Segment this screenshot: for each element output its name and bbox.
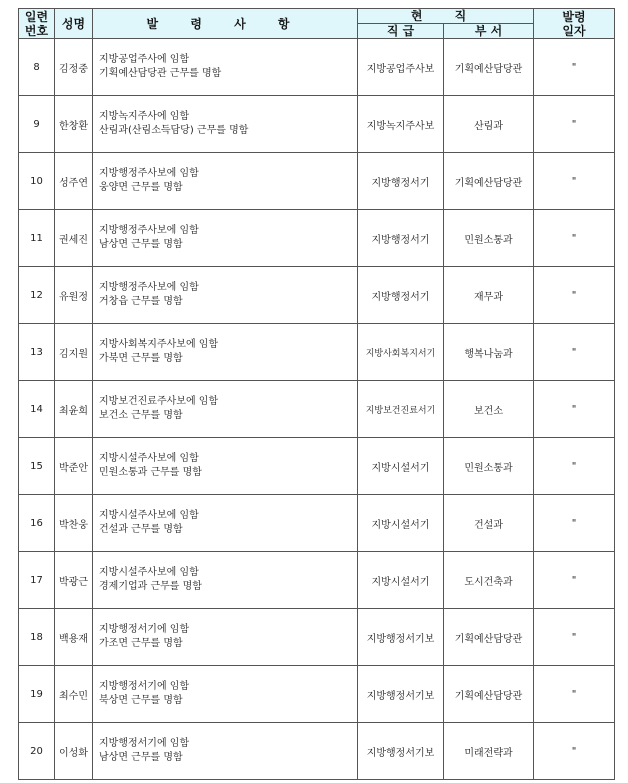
appointment-table: [18, 8, 615, 780]
row-number: 18: [19, 609, 55, 666]
serial-header-line1: 일련: [24, 9, 49, 24]
rank-header: 직 급: [358, 24, 444, 39]
date-header: [534, 9, 615, 39]
name-header: 성명: [55, 9, 93, 39]
details-line1: 지방시설주사보에 임함: [99, 567, 199, 578]
row-name: 최수민: [55, 666, 93, 723]
details-line2: 민원소통과 근무를 명함: [99, 467, 202, 478]
details-line1: 지방행정주사보에 임함: [99, 225, 199, 236]
row-number: 15: [19, 438, 55, 495]
details-line1: 지방공업주사에 임함: [99, 54, 190, 65]
details-line2: 경제기업과 근무를 명함: [99, 581, 202, 592]
table-row: [19, 267, 615, 324]
row-dept: 건설과: [444, 495, 534, 552]
table-row: [19, 96, 615, 153]
row-details: [93, 495, 358, 552]
row-name: 이성화: [55, 723, 93, 780]
row-date: ": [534, 609, 615, 666]
row-number: 10: [19, 153, 55, 210]
details-line1: 지방행정주사보에 임함: [99, 168, 199, 179]
row-name: 박찬웅: [55, 495, 93, 552]
row-dept: 보건소: [444, 381, 534, 438]
row-rank: 지방공업주사보: [358, 39, 444, 96]
row-name: 박광근: [55, 552, 93, 609]
row-date: ": [534, 552, 615, 609]
details-line1: 지방보건진료주사보에 임함: [99, 396, 219, 407]
row-rank: 지방시설서기: [358, 552, 444, 609]
table-row: [19, 210, 615, 267]
row-details: [93, 210, 358, 267]
row-number: 8: [19, 39, 55, 96]
details-line2: 건설과 근무를 명함: [99, 524, 183, 535]
row-name: 유원정: [55, 267, 93, 324]
row-name: 김정중: [55, 39, 93, 96]
table-row: [19, 495, 615, 552]
row-number: 19: [19, 666, 55, 723]
row-rank: 지방녹지주사보: [358, 96, 444, 153]
row-name: 권세진: [55, 210, 93, 267]
row-name: 한창환: [55, 96, 93, 153]
row-dept: 기획예산담당관: [444, 609, 534, 666]
details-line1: 지방녹지주사에 임함: [99, 111, 190, 122]
row-date: ": [534, 210, 615, 267]
details-line2: 북상면 근무를 명함: [99, 695, 183, 706]
row-dept: 도시건축과: [444, 552, 534, 609]
row-date: ": [534, 153, 615, 210]
row-rank: 지방보건진료서기: [358, 381, 444, 438]
row-name: 최윤희: [55, 381, 93, 438]
row-number: 20: [19, 723, 55, 780]
row-details: [93, 609, 358, 666]
row-date: ": [534, 267, 615, 324]
row-date: ": [534, 723, 615, 780]
row-dept: 민원소통과: [444, 210, 534, 267]
details-line1: 지방시설주사보에 임함: [99, 453, 199, 464]
row-dept: 기획예산담당관: [444, 666, 534, 723]
row-number: 12: [19, 267, 55, 324]
details-line1: 지방행정서기에 임함: [99, 738, 190, 749]
table-row: [19, 153, 615, 210]
row-details: [93, 723, 358, 780]
details-line1: 지방사회복지주사보에 임함: [99, 339, 219, 350]
row-details: [93, 438, 358, 495]
table-row: [19, 39, 615, 96]
row-rank: 지방행정서기보: [358, 723, 444, 780]
details-line2: 웅양면 근무를 명함: [99, 182, 183, 193]
row-rank: 지방행정서기보: [358, 609, 444, 666]
row-rank: 지방시설서기: [358, 495, 444, 552]
row-number: 9: [19, 96, 55, 153]
details-line2: 가조면 근무를 명함: [99, 638, 183, 649]
row-rank: 지방행정서기: [358, 153, 444, 210]
row-dept: 민원소통과: [444, 438, 534, 495]
details-line2: 산림과(산림소득담당) 근무를 명함: [99, 125, 249, 136]
row-dept: 행복나눔과: [444, 324, 534, 381]
row-dept: 기획예산담당관: [444, 153, 534, 210]
row-dept: 기획예산담당관: [444, 39, 534, 96]
current-post-header: 현 직: [358, 9, 534, 24]
row-date: ": [534, 666, 615, 723]
details-line1: 지방행정서기에 임함: [99, 681, 190, 692]
table-row: [19, 666, 615, 723]
details-line2: 거창읍 근무를 명함: [99, 296, 183, 307]
table-row: [19, 609, 615, 666]
row-name: 백용재: [55, 609, 93, 666]
table-body: [19, 39, 615, 780]
date-header-line1: 발령: [562, 9, 586, 24]
row-details: [93, 153, 358, 210]
serial-header: [19, 9, 55, 39]
row-number: 16: [19, 495, 55, 552]
details-line1: 지방시설주사보에 임함: [99, 510, 199, 521]
row-date: ": [534, 495, 615, 552]
table-header: [19, 9, 615, 39]
row-details: [93, 39, 358, 96]
serial-header-line2: 번호: [24, 23, 49, 38]
row-details: [93, 552, 358, 609]
details-line2: 기획예산담당관 근무를 명함: [99, 68, 222, 79]
row-date: ": [534, 438, 615, 495]
row-date: ": [534, 381, 615, 438]
details-line2: 보건소 근무를 명함: [99, 410, 183, 421]
row-rank: 지방행정서기보: [358, 666, 444, 723]
details-line2: 가북면 근무를 명함: [99, 353, 183, 364]
row-dept: 재무과: [444, 267, 534, 324]
row-rank: 지방사회복지서기: [358, 324, 444, 381]
table-row: [19, 723, 615, 780]
row-details: [93, 267, 358, 324]
row-number: 11: [19, 210, 55, 267]
row-details: [93, 666, 358, 723]
table-row: [19, 381, 615, 438]
row-name: 박준안: [55, 438, 93, 495]
row-dept: 미래전략과: [444, 723, 534, 780]
row-number: 14: [19, 381, 55, 438]
dept-header: 부 서: [444, 24, 534, 39]
details-line1: 지방행정서기에 임함: [99, 624, 190, 635]
table-row: [19, 438, 615, 495]
details-header: 발 령 사 항: [93, 9, 358, 39]
row-date: ": [534, 96, 615, 153]
row-name: 성주연: [55, 153, 93, 210]
details-line2: 남상면 근무를 명함: [99, 239, 183, 250]
row-name: 김지원: [55, 324, 93, 381]
row-number: 13: [19, 324, 55, 381]
table-row: [19, 324, 615, 381]
row-date: ": [534, 39, 615, 96]
row-rank: 지방행정서기: [358, 267, 444, 324]
row-rank: 지방시설서기: [358, 438, 444, 495]
details-line1: 지방행정주사보에 임함: [99, 282, 199, 293]
row-rank: 지방행정서기: [358, 210, 444, 267]
row-dept: 산림과: [444, 96, 534, 153]
row-date: ": [534, 324, 615, 381]
table-row: [19, 552, 615, 609]
date-header-line2: 일자: [562, 23, 586, 38]
details-line2: 남상면 근무를 명함: [99, 752, 183, 763]
row-details: [93, 381, 358, 438]
row-number: 17: [19, 552, 55, 609]
row-details: [93, 96, 358, 153]
row-details: [93, 324, 358, 381]
